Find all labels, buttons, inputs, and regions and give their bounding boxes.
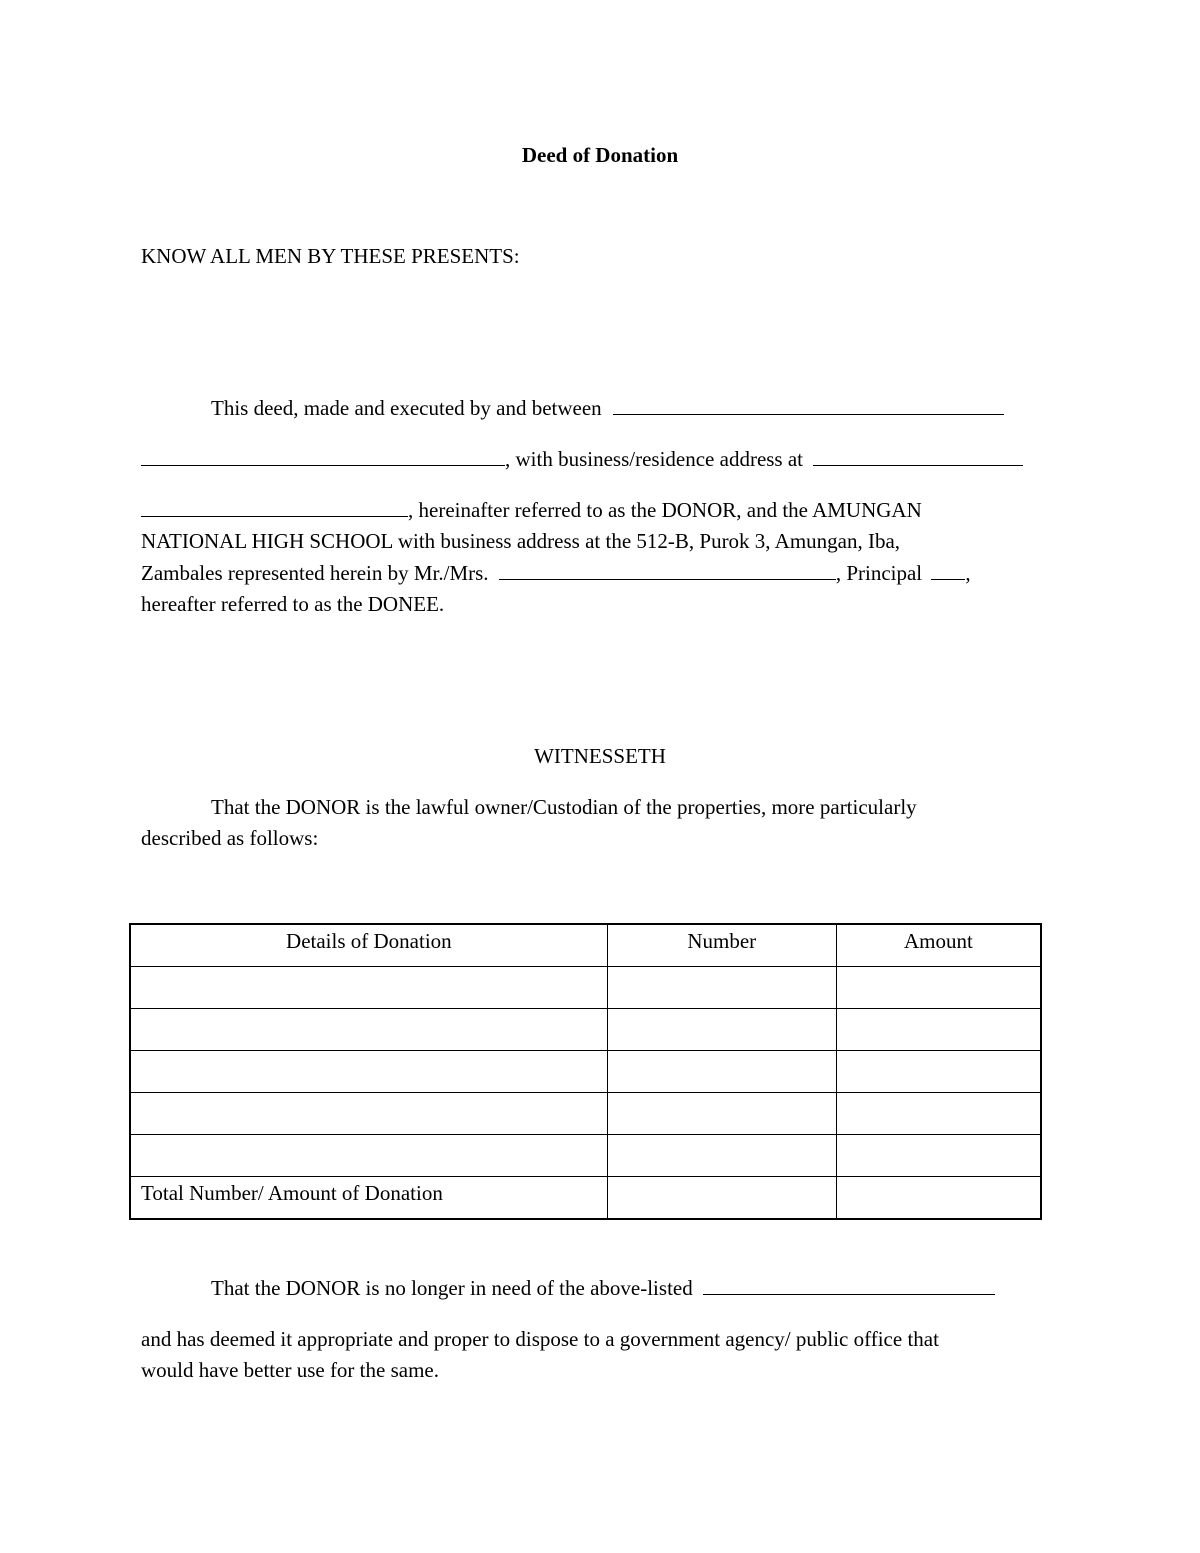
paragraph2-line2: described as follows: [141, 826, 319, 850]
table-header-row [130, 924, 1041, 967]
principal-name-blank[interactable] [499, 561, 836, 580]
table-row [130, 967, 1041, 1009]
paragraph1-line3 [141, 498, 922, 523]
amount-cell[interactable] [836, 1093, 1041, 1135]
details-cell[interactable] [130, 1009, 607, 1051]
number-cell[interactable] [607, 1093, 836, 1135]
paragraph1-line1 [211, 396, 1004, 421]
number-cell[interactable] [607, 1051, 836, 1093]
witnesseth-heading: WITNESSETH [534, 744, 666, 768]
details-cell[interactable] [130, 1093, 607, 1135]
address-blank[interactable] [813, 447, 1023, 466]
paragraph1-line1-text: This deed, made and executed by and between [211, 396, 602, 420]
details-cell[interactable] [130, 967, 607, 1009]
table-row [130, 1093, 1041, 1135]
table-row [130, 1051, 1041, 1093]
donor-name-blank[interactable] [613, 396, 1004, 415]
donation-table [129, 923, 1042, 1220]
paragraph1-line4: NATIONAL HIGH SCHOOL with business address at the 512-B, Purok 3, Amungan, Iba, [141, 529, 901, 553]
total-number-cell[interactable] [607, 1177, 836, 1220]
paragraph3-line1 [211, 1276, 995, 1301]
total-amount-cell[interactable] [836, 1177, 1041, 1220]
details-cell[interactable] [130, 1051, 607, 1093]
paragraph1-line6: hereafter referred to as the DONEE. [141, 592, 445, 616]
table-total-row [130, 1177, 1041, 1220]
amount-cell[interactable] [836, 1051, 1041, 1093]
header-number: Number [607, 924, 836, 967]
paragraph1-line3-text: , hereinafter referred to as the DONOR, and the AMUNGAN [408, 498, 922, 522]
header-amount: Amount [836, 924, 1041, 967]
principal-label: , Principal [835, 561, 923, 585]
comma: , [965, 561, 971, 585]
preamble: KNOW ALL MEN BY THESE PRESENTS: [141, 244, 520, 268]
paragraph1-line2 [141, 447, 1023, 472]
table-row [130, 1009, 1041, 1051]
principal-extra-blank[interactable] [931, 561, 965, 580]
paragraph3-line1-text: That the DONOR is no longer in need of the above-listed [211, 1276, 693, 1300]
amount-cell[interactable] [836, 1009, 1041, 1051]
paragraph1-line2-text: , with business/residence address at [505, 447, 804, 471]
amount-cell[interactable] [836, 967, 1041, 1009]
table-row [130, 1135, 1041, 1177]
paragraph1-line5 [141, 561, 971, 586]
document-title: Deed of Donation [521, 143, 679, 167]
paragraph3-line2: and has deemed it appropriate and proper to dispose to a government agency/ public office that [141, 1327, 939, 1351]
total-label: Total Number/ Amount of Donation [130, 1177, 607, 1220]
header-details: Details of Donation [130, 924, 607, 967]
paragraph3-line3: would have better use for the same. [141, 1358, 439, 1382]
paragraph2-line1: That the DONOR is the lawful owner/Custodian of the properties, more particularly [211, 795, 917, 819]
details-cell[interactable] [130, 1135, 607, 1177]
paragraph1-line5-text: Zambales represented herein by Mr./Mrs. [141, 561, 489, 585]
number-cell[interactable] [607, 967, 836, 1009]
donor-name-blank-continued[interactable] [141, 447, 505, 466]
items-blank[interactable] [703, 1276, 995, 1295]
address-blank-continued[interactable] [141, 498, 408, 517]
number-cell[interactable] [607, 1009, 836, 1051]
number-cell[interactable] [607, 1135, 836, 1177]
amount-cell[interactable] [836, 1135, 1041, 1177]
